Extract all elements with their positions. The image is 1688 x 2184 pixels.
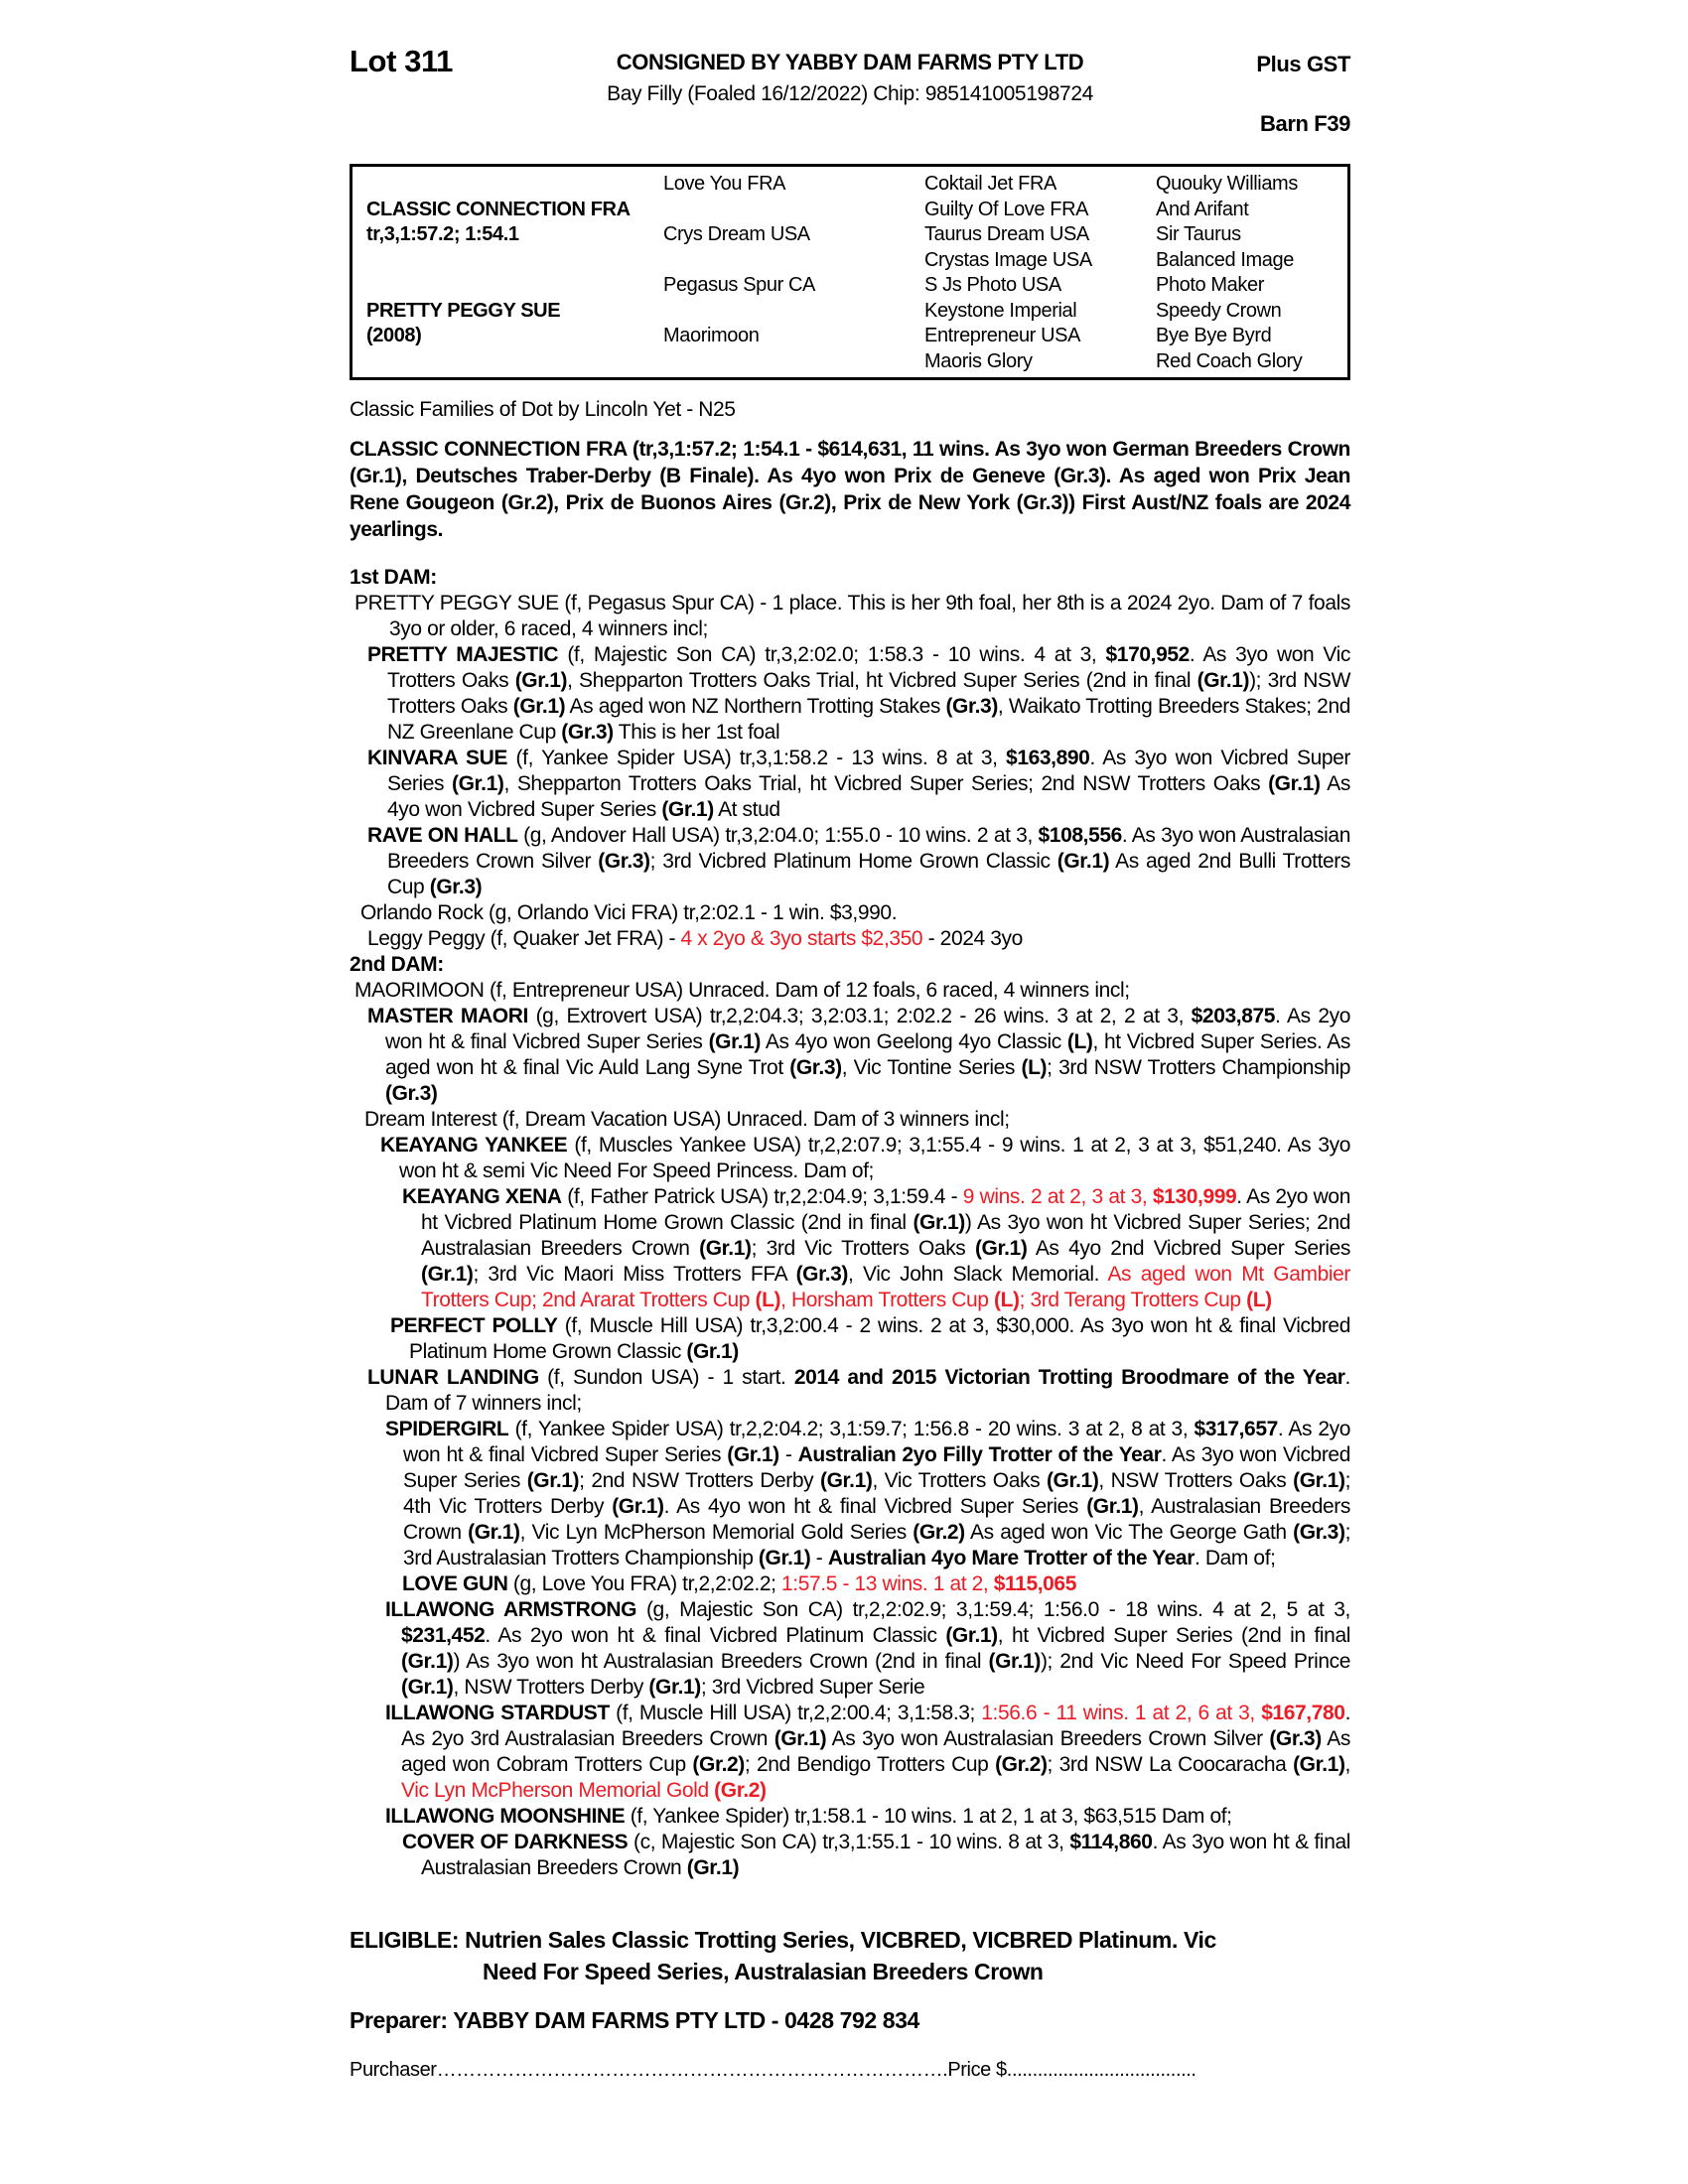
- lot-number: Lot 311: [350, 44, 454, 78]
- pedigree-cell: Taurus Dream USA: [924, 223, 1089, 245]
- pedigree-cell: [366, 273, 631, 299]
- pedigree-cell: [663, 349, 815, 375]
- pedigree-cell: Crys Dream USA: [663, 223, 810, 245]
- entry-illawong-armstrong: ILLAWONG ARMSTRONG (g, Majestic Son CA) tr,2,2:02.9; 3,1:59.4; 1:56.0 - 18 wins. 4 at 2, 5 at 3, $231,452. As 2yo won ht & final Vicbred Platinum Classic (Gr.1), ht Vicbred Super Series (2nd in final (Gr.1)) As 3yo won ht Australasian Breeders Crown (2nd in final (Gr.1)); 2nd Vic Need For Speed Prince (Gr.1), NSW Trotters Derby (Gr.1); 3rd Vicbred Super Serie: [385, 1598, 1350, 1699]
- entry-lunar-landing: LUNAR LANDING (f, Sundon USA) - 1 start. 2014 and 2015 Victorian Trotting Broodmare of the Year. Dam of 7 winners incl;: [367, 1366, 1350, 1415]
- pedigree-col-3: [924, 172, 1092, 374]
- pedigree-cell: [366, 248, 631, 274]
- pedigree-col-2: [663, 172, 815, 374]
- entry-master-maori: MASTER MAORI (g, Extrovert USA) tr,2,2:04.3; 3,2:03.1; 2:02.2 - 26 wins. 3 at 2, 2 at 3, $203,875. As 2yo won ht & final Vicbred Super Series (Gr.1) As 4yo won Geelong 4yo Classic (L), ht Vicbred Super Series. As aged won ht & final Vic Auld Lang Syne Trot (Gr.3), Vic Tontine Series (L); 3rd NSW Trotters Championship (Gr.3): [367, 1005, 1350, 1105]
- entry-dream-interest: Dream Interest (f, Dream Vacation USA) Unraced. Dam of 3 winners incl;: [364, 1108, 1010, 1131]
- entry-keayang-yankee: KEAYANG YANKEE (f, Muscles Yankee USA) tr,2,2:07.9; 3,1:55.4 - 9 wins. 1 at 2, 3 at 3, $51,240. As 3yo won ht & semi Vic Need For Speed Princess. Dam of;: [380, 1134, 1350, 1182]
- pedigree-cell: Maorimoon: [663, 325, 760, 346]
- entry-pretty-majestic: PRETTY MAJESTIC (f, Majestic Son CA) tr,3,2:02.0; 1:58.3 - 10 wins. 4 at 3, $170,952. As 3yo won Vic Trotters Oaks (Gr.1), Shepparton Trotters Oaks Trial, ht Vicbred Super Series (2nd in final (Gr.1)); 3rd NSW Trotters Oaks (Gr.1) As aged won NZ Northern Trotting Stakes (Gr.3), Waikato Trotting Breeders Stakes; 2nd NZ Greenlane Cup (Gr.3) This is her 1st foal: [367, 643, 1351, 744]
- entry-perfect-polly: PERFECT POLLY (f, Muscle Hill USA) tr,3,2:00.4 - 2 wins. 2 at 3, $30,000. As 3yo won ht & final Vicbred Platinum Home Grown Classic (Gr.1): [390, 1314, 1350, 1363]
- plus-gst-label: Plus GST: [1256, 52, 1350, 76]
- header-center: [449, 50, 1251, 106]
- entry-maorimoon: MAORIMOON (f, Entrepreneur USA) Unraced. Dam of 12 foals, 6 raced, 4 winners incl;: [354, 979, 1130, 1002]
- pedigree-cell: [663, 299, 815, 325]
- main-text: [350, 397, 1350, 1881]
- pedigree-cell: Sir Taurus: [1156, 223, 1241, 245]
- entry-illawong-stardust: ILLAWONG STARDUST (f, Muscle Hill USA) tr,2,2:00.4; 3,1:58.3; 1:56.6 - 11 wins. 1 at 2, 6 at 3, $167,780. As 2yo 3rd Australasian Breeders Crown (Gr.1) As 3yo won Australasian Breeders Crown Silver (Gr.3) As aged won Cobram Trotters Cup (Gr.2); 2nd Bendigo Trotters Cup (Gr.2); 3rd NSW La Coocaracha (Gr.1), Vic Lyn McPherson Memorial Gold (Gr.2): [385, 1702, 1351, 1802]
- pedigree-cell: Crystas Image USA: [924, 248, 1092, 271]
- pedigree-col-4: [1156, 172, 1302, 374]
- pedigree-cell: [366, 349, 631, 375]
- pedigree-cell: Balanced Image: [1156, 248, 1294, 271]
- pedigree-cell: Maoris Glory: [924, 349, 1033, 372]
- purchaser-line: [350, 2059, 1352, 2082]
- pedigree-cell: Love You FRA: [663, 173, 786, 195]
- pedigree-cell: Quouky Williams: [1156, 173, 1298, 195]
- heading-1st-dam: 1st DAM:: [350, 566, 437, 589]
- barn-label: Barn F39: [1260, 111, 1350, 136]
- eligible-line-1: ELIGIBLE: Nutrien Sales Classic Trotting Series, VICBRED, VICBRED Platinum. Vic: [350, 1927, 1216, 1953]
- sire-summary-paragraph: CLASSIC CONNECTION FRA (tr,3,1:57.2; 1:54.1 - $614,631, 11 wins. As 3yo won German Breeders Crown (Gr.1), Deutsches Traber-Derby (B Finale). As 4yo won Prix de Geneve (Gr.3). As aged won Prix Jean Rene Gougeon (Gr.2), Prix de Buonos Aires (Gr.2), Prix de New York (Gr.3)) First Aust/NZ foals are 2024 yearlings.: [350, 438, 1350, 541]
- price-dots: .....................................: [1006, 2059, 1196, 2081]
- pedigree-cell: tr,3,1:57.2; 1:54.1: [366, 223, 519, 245]
- pedigree-cell: (2008): [366, 325, 422, 346]
- pedigree-cell: Bye Bye Byrd: [1156, 325, 1272, 346]
- pedigree-cell: Pegasus Spur CA: [663, 274, 815, 296]
- pedigree-cell: Keystone Imperial: [924, 299, 1077, 322]
- pedigree-cell: [366, 172, 631, 198]
- pedigree-cell: CLASSIC CONNECTION FRA: [366, 198, 631, 220]
- family-line: Classic Families of Dot by Lincoln Yet - N25: [350, 398, 736, 421]
- entry-orlando-rock: Orlando Rock (g, Orlando Vici FRA) tr,2:02.1 - 1 win. $3,990.: [360, 901, 898, 924]
- price-label: Price $: [947, 2059, 1007, 2081]
- pedigree-cell: S Js Photo USA: [924, 274, 1061, 296]
- preparer-line: Preparer: YABBY DAM FARMS PTY LTD - 0428 792 834: [350, 2007, 919, 2033]
- pedigree-cell: PRETTY PEGGY SUE: [366, 299, 561, 322]
- foal-description: Bay Filly (Foaled 16/12/2022) Chip: 985141005198724: [607, 82, 1093, 105]
- entry-leggy-peggy: Leggy Peggy (f, Quaker Jet FRA) - 4 x 2yo & 3yo starts $2,350 - 2024 3yo: [367, 927, 1023, 950]
- entry-keayang-xena: KEAYANG XENA (f, Father Patrick USA) tr,2,2:04.9; 3,1:59.4 - 9 wins. 2 at 2, 3 at 3, $130,999. As 2yo won ht Vicbred Platinum Home Grown Classic (2nd in final (Gr.1)) As 3yo won ht Vicbred Super Series; 2nd Australasian Breeders Crown (Gr.1); 3rd Vic Trotters Oaks (Gr.1) As 4yo 2nd Vicbred Super Series (Gr.1); 3rd Vic Maori Miss Trotters FFA (Gr.3), Vic John Slack Memorial. As aged won Mt Gambier Trotters Cup; 2nd Ararat Trotters Cup (L), Horsham Trotters Cup (L); 3rd Terang Trotters Cup (L): [402, 1185, 1351, 1311]
- pedigree-cell: [663, 198, 815, 223]
- purchaser-dots: …………………………………………………………………….: [436, 2059, 948, 2081]
- entry-rave-on-hall: RAVE ON HALL (g, Andover Hall USA) tr,3,2:04.0; 1:55.0 - 10 wins. 2 at 3, $108,556. As 3yo won Australasian Breeders Crown Silver (Gr.3); 3rd Vicbred Platinum Home Grown Classic (Gr.1) As aged 2nd Bulli Trotters Cup (Gr.3): [367, 824, 1351, 898]
- pedigree-cell: Speedy Crown: [1156, 299, 1282, 322]
- pedigree-cell: Photo Maker: [1156, 274, 1264, 296]
- pedigree-cell: Coktail Jet FRA: [924, 173, 1056, 195]
- entry-spidergirl: SPIDERGIRL (f, Yankee Spider USA) tr,2,2:04.2; 3,1:59.7; 1:56.8 - 20 wins. 3 at 2, 8 at 3, $317,657. As 2yo won ht & final Vicbred Super Series (Gr.1) - Australian 2yo Filly Trotter of the Year. As 3yo won Vicbred Super Series (Gr.1); 2nd NSW Trotters Derby (Gr.1), Vic Trotters Oaks (Gr.1), NSW Trotters Oaks (Gr.1); 4th Vic Trotters Derby (Gr.1). As 4yo won ht & final Vicbred Super Series (Gr.1), Australasian Breeders Crown (Gr.1), Vic Lyn McPherson Memorial Gold Series (Gr.2) As aged won Vic The George Gath (Gr.3); 3rd Australasian Trotters Championship (Gr.1) - Australian 4yo Mare Trotter of the Year. Dam of;: [385, 1418, 1350, 1570]
- entry-cover-of-darkness: COVER OF DARKNESS (c, Majestic Son CA) tr,3,1:55.1 - 10 wins. 8 at 3, $114,860. As 3yo won ht & final Australasian Breeders Crown (Gr.1): [402, 1831, 1351, 1879]
- pedigree-col-1: [366, 172, 631, 374]
- heading-2nd-dam: 2nd DAM:: [350, 953, 444, 976]
- eligible-line-2: Need For Speed Series, Australasian Breeders Crown: [483, 1959, 1044, 1984]
- pedigree-entries: [350, 565, 1350, 1881]
- pedigree-cell: And Arifant: [1156, 198, 1249, 220]
- eligible-block: [350, 1924, 1350, 1987]
- purchaser-label: Purchaser: [350, 2059, 437, 2081]
- pedigree-table: [350, 164, 1350, 380]
- entry-love-gun: LOVE GUN (g, Love You FRA) tr,2,2:02.2; 1:57.5 - 13 wins. 1 at 2, $115,065: [402, 1572, 1076, 1595]
- pedigree-cell: Red Coach Glory: [1156, 349, 1303, 372]
- entry-pretty-peggy-sue: PRETTY PEGGY SUE (f, Pegasus Spur CA) - 1 place. This is her 9th foal, her 8th is a 2024 2yo. Dam of 7 foals 3yo or older, 6 raced, 4 winners incl;: [354, 592, 1350, 640]
- entry-kinvara-sue: KINVARA SUE (f, Yankee Spider USA) tr,3,1:58.2 - 13 wins. 8 at 3, $163,890. As 3yo won Vicbred Super Series (Gr.1), Shepparton Trotters Oaks Trial, ht Vicbred Super Series; 2nd NSW Trotters Oaks (Gr.1) As 4yo won Vicbred Super Series (Gr.1) At stud: [367, 747, 1350, 821]
- consignor-title: CONSIGNED BY YABBY DAM FARMS PTY LTD: [616, 50, 1084, 74]
- pedigree-cell: Guilty Of Love FRA: [924, 198, 1089, 220]
- entry-illawong-moonshine: ILLAWONG MOONSHINE (f, Yankee Spider) tr,1:58.1 - 10 wins. 1 at 2, 1 at 3, $63,515 Dam of;: [385, 1805, 1232, 1828]
- pedigree-cell: Entrepreneur USA: [924, 325, 1081, 346]
- pedigree-cell: [663, 248, 815, 274]
